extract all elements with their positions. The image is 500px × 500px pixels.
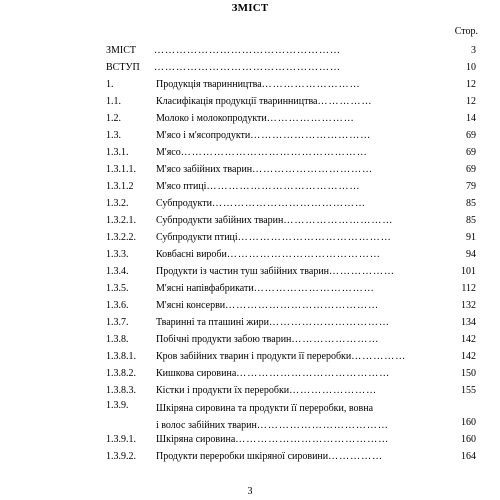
- toc-title: і волос забійних тварин: [156, 420, 257, 431]
- toc-title: Молоко і молокопродукти: [156, 113, 267, 124]
- toc-page: 91: [466, 232, 476, 243]
- toc-leader-dots: ………………: [329, 266, 396, 277]
- toc-title: М'ясо забійних тварин: [156, 164, 253, 175]
- toc-title: Шкіряна сировина та продукти її переробки, вовна: [156, 403, 374, 414]
- toc-number: 1.3.9.2.: [106, 451, 136, 462]
- toc-number: 1.3.2.2.: [106, 232, 136, 243]
- toc-leader-dots: ………………………………: [256, 420, 389, 431]
- toc-number: 1.1.: [106, 96, 121, 107]
- toc-page: 142: [461, 351, 476, 362]
- toc-title: М'ясні напівфабрикати: [156, 283, 254, 294]
- toc-number: 1.3.: [106, 130, 121, 141]
- toc-leader-dots: ……………………………………: [235, 434, 390, 445]
- toc-page: 112: [461, 283, 476, 294]
- toc-leader-dots: ……………………………………: [226, 249, 381, 260]
- toc-title: Продукти із частин туш забійних тварин: [156, 266, 330, 277]
- toc-leader-dots: ……………………………………: [237, 232, 392, 243]
- toc-number: 1.3.1.: [106, 147, 129, 158]
- toc-number: 1.3.2.1.: [106, 215, 136, 226]
- toc-number: 1.3.1.1.: [106, 164, 136, 175]
- toc-leader-dots: ……………: [328, 451, 384, 462]
- toc-page: 132: [461, 300, 476, 311]
- toc-leader-dots: ……………………………………………: [180, 147, 368, 158]
- toc-leader-dots: ……………………………: [250, 130, 372, 141]
- toc-page: 69: [466, 147, 476, 158]
- toc-page: 150: [461, 368, 476, 379]
- toc-page: 160: [461, 434, 476, 445]
- toc-number: 1.2.: [106, 113, 121, 124]
- toc-page: 69: [466, 164, 476, 175]
- toc-number: 1.3.8.2.: [106, 368, 136, 379]
- toc-page: 14: [466, 113, 476, 124]
- toc-number: 1.3.9.1.: [106, 434, 136, 445]
- toc-number: ВСТУП: [106, 62, 140, 73]
- toc-leader-dots: ……………: [351, 351, 407, 362]
- toc-number: 1.3.1.2: [106, 181, 134, 192]
- toc-leader-dots: …………………………: [283, 215, 394, 226]
- toc-number: 1.3.8.1.: [106, 351, 136, 362]
- toc-page: 3: [471, 45, 476, 56]
- toc-leader-dots: ……………………………………: [225, 300, 380, 311]
- toc-page: 85: [466, 198, 476, 209]
- toc-page: 12: [466, 96, 476, 107]
- toc-leader-dots: ……………………………: [253, 283, 375, 294]
- toc-title: М'ясо і м'ясопродукти: [156, 130, 251, 141]
- toc-number: 1.3.7.: [106, 317, 129, 328]
- toc-page: 79: [466, 181, 476, 192]
- toc-leader-dots: ……………………………: [252, 164, 374, 175]
- toc-title: М'ясні консерви: [156, 300, 226, 311]
- toc-title: Класифікація продукції тваринництва: [156, 96, 318, 107]
- toc-leader-dots: ……………………: [266, 113, 355, 124]
- toc-page: 94: [466, 249, 476, 260]
- toc-number: 1.3.8.: [106, 334, 129, 345]
- toc-leader-dots: ………………………: [261, 79, 361, 90]
- toc-page: 134: [461, 317, 476, 328]
- footer-page-number: 3: [247, 486, 253, 497]
- toc-title: Побічні продукти забою тварин: [156, 334, 292, 345]
- toc-page: 69: [466, 130, 476, 141]
- toc-leader-dots: ……………: [317, 96, 373, 107]
- page-title: ЗМІСТ: [231, 2, 269, 14]
- toc-leader-dots: ……………………………………: [236, 368, 391, 379]
- toc-title: Субпродукти забійних тварин: [156, 215, 284, 226]
- toc-title: М'ясо птиці: [156, 181, 207, 192]
- toc-number: 1.3.2.: [106, 198, 129, 209]
- toc-title: Шкіряна сировина: [156, 434, 236, 445]
- toc-page: 142: [461, 334, 476, 345]
- page-column-label: Стор.: [454, 26, 478, 37]
- toc-page: 85: [466, 215, 476, 226]
- toc-page: 155: [461, 385, 476, 396]
- toc-number: 1.3.5.: [106, 283, 129, 294]
- toc-page: 164: [461, 451, 476, 462]
- toc-page: 10: [466, 62, 476, 73]
- toc-number: 1.3.4.: [106, 266, 129, 277]
- toc-title: Кров забійних тварин і продукти її переробки: [156, 351, 352, 362]
- toc-title: Кишкова сировина: [156, 368, 237, 379]
- toc-title: Субпродукти: [156, 198, 212, 209]
- toc-number: 1.3.6.: [106, 300, 129, 311]
- toc-title: Кістки і продукти їх переробки: [156, 385, 290, 396]
- toc-title: Тваринні та пташині жири: [156, 317, 269, 328]
- toc-title: М'ясо: [156, 147, 181, 158]
- toc-title: Продукція тваринництва: [156, 79, 262, 90]
- toc-number: 1.: [106, 79, 114, 90]
- toc-leader-dots: ……………………: [289, 385, 378, 396]
- toc-leader-dots: ……………………: [291, 334, 380, 345]
- toc-page: 12: [466, 79, 476, 90]
- toc-title: Ковбасні вироби: [156, 249, 227, 260]
- toc-page: 101: [461, 266, 476, 277]
- toc-leader-dots: ……………………………………………: [154, 45, 341, 56]
- toc-number: 1.3.8.3.: [106, 385, 136, 396]
- toc-title: Продукти переробки шкіряної сировини: [156, 451, 329, 462]
- toc-page: 160: [461, 417, 476, 428]
- toc-number: 1.3.9.: [106, 400, 129, 411]
- toc-leader-dots: ……………………………………: [206, 181, 361, 192]
- toc-leader-dots: ……………………………………………: [154, 62, 341, 73]
- toc-leader-dots: ……………………………………: [211, 198, 366, 209]
- toc-leader-dots: ……………………………: [268, 317, 390, 328]
- toc-title: Субпродукти птиці: [156, 232, 238, 243]
- toc-number: ЗМІСТ: [106, 45, 137, 56]
- toc-number: 1.3.3.: [106, 249, 129, 260]
